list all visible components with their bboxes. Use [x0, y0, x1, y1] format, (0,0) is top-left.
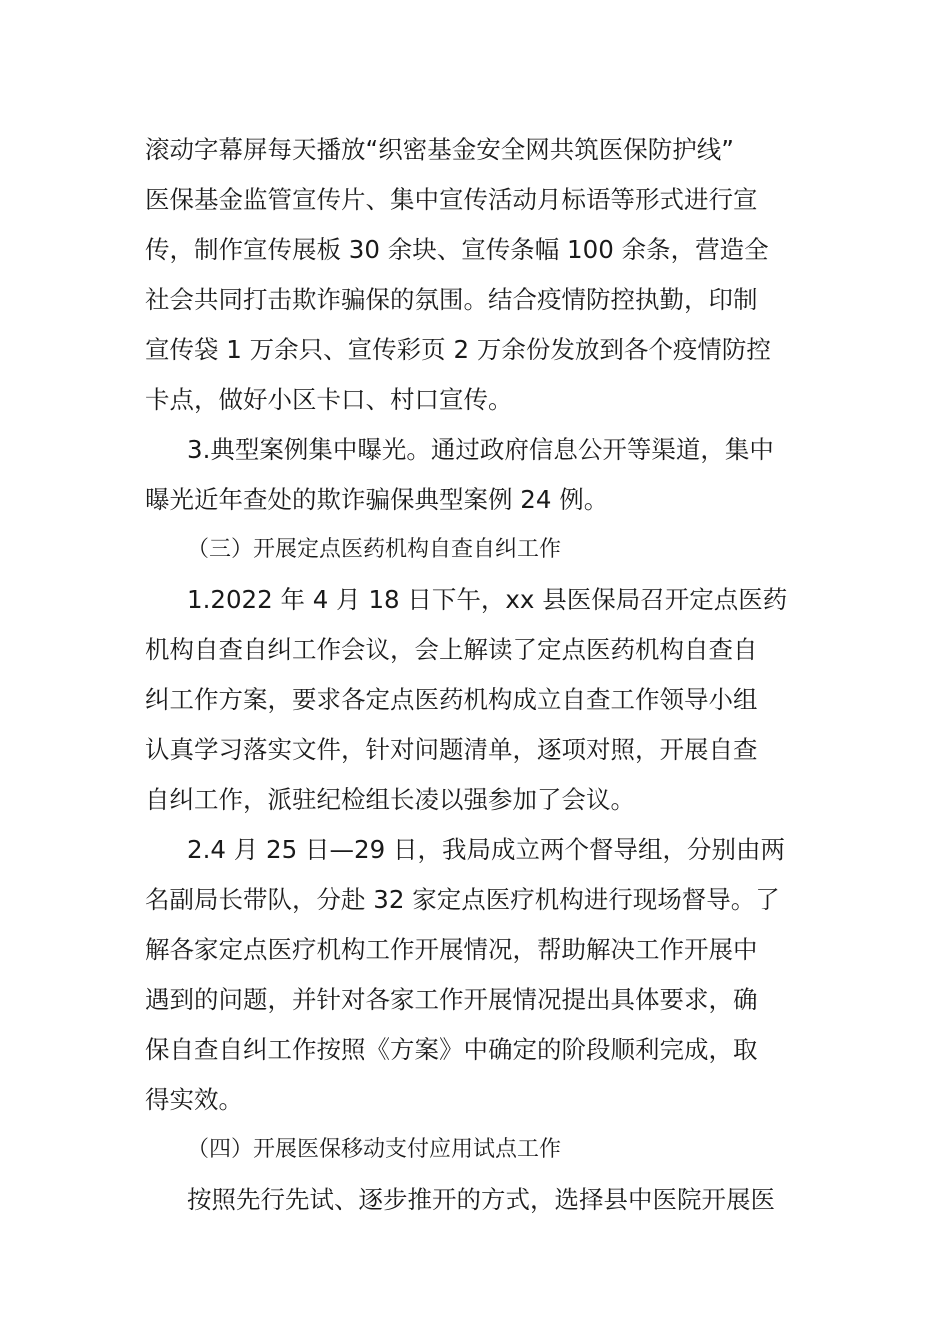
section-heading: （四）开展医保移动支付应用试点工作 — [187, 1137, 562, 1162]
text-line: 宣传袋 1 万余只、宣传彩页 2 万余份发放到各个疫情防控 — [145, 335, 771, 364]
text-line: 按照先行先试、逐步推开的方式，选择县中医院开展医 — [187, 1185, 775, 1214]
text-line: 解各家定点医疗机构工作开展情况，帮助解决工作开展中 — [145, 935, 758, 964]
section-heading: （三）开展定点医药机构自查自纠工作 — [187, 537, 562, 562]
text-line: 遇到的问题，并针对各家工作开展情况提出具体要求，确 — [145, 985, 758, 1014]
text-line: 3.典型案例集中曝光。通过政府信息公开等渠道，集中 — [187, 435, 774, 464]
text-line: 曝光近年查处的欺诈骗保典型案例 24 例。 — [145, 485, 609, 514]
text-line: 2.4 月 25 日—29 日，我局成立两个督导组，分别由两 — [187, 835, 785, 864]
text-line: 滚动字幕屏每天播放“织密基金安全网共筑医保防护线” — [145, 135, 734, 164]
text-line: 得实效。 — [145, 1085, 243, 1114]
text-line: 医保基金监管宣传片、集中宣传活动月标语等形式进行宣 — [145, 185, 758, 214]
text-line: 1.2022 年 4 月 18 日下午，xx 县医保局召开定点医药 — [187, 585, 788, 614]
text-line: 名副局长带队，分赴 32 家定点医疗机构进行现场督导。了 — [145, 885, 780, 914]
text-line: 卡点，做好小区卡口、村口宣传。 — [145, 385, 513, 414]
text-line: 机构自查自纠工作会议，会上解读了定点医药机构自查自 — [145, 635, 758, 664]
text-line: 保自查自纠工作按照《方案》中确定的阶段顺利完成，取 — [145, 1035, 758, 1064]
text-line: 社会共同打击欺诈骗保的氛围。结合疫情防控执勤，印制 — [145, 285, 758, 314]
text-line: 认真学习落实文件，针对问题清单，逐项对照，开展自查 — [145, 735, 758, 764]
text-line: 纠工作方案，要求各定点医药机构成立自查工作领导小组 — [145, 685, 758, 714]
text-line: 传，制作宣传展板 30 余块、宣传条幅 100 余条，营造全 — [145, 235, 769, 264]
text-line: 自纠工作，派驻纪检组长凌以强参加了会议。 — [145, 785, 635, 814]
